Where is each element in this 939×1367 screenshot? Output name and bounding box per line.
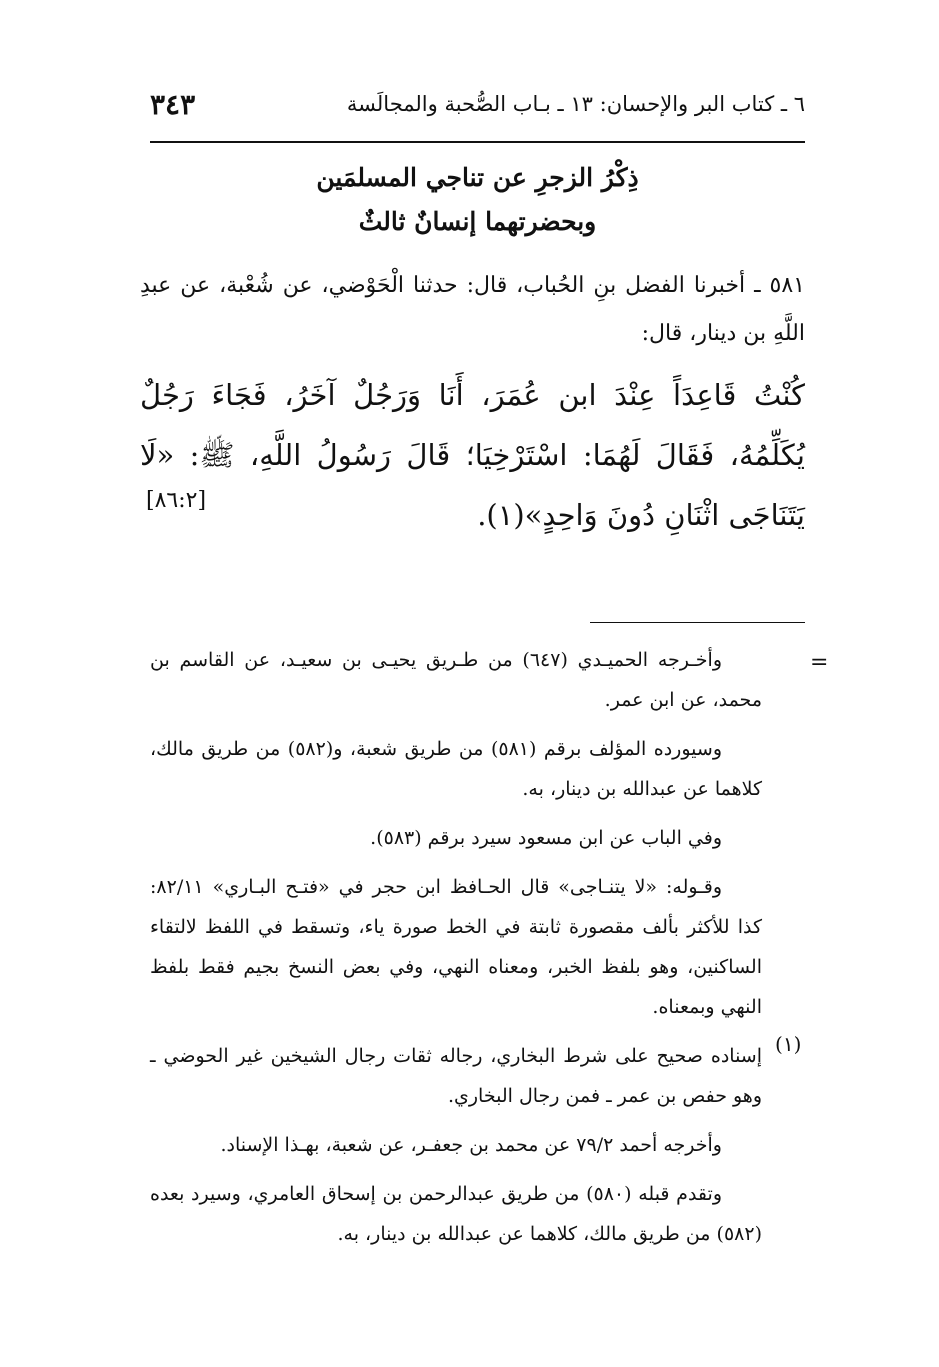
footnotes bbox=[150, 640, 762, 1263]
chapter-title-line2: وبحضرتهما إنسانٌ ثالثٌ bbox=[358, 207, 597, 236]
footnote-1-paragraph: إسناده صحيح على شرط البخاري، رجاله ثقات رجال الشيخين غير الحوضي ـ وهو حفص بن عمر ـ فمن رجال البخاري. bbox=[150, 1045, 762, 1107]
footnote-1-paragraph: وتقدم قبله (٥٨٠) من طريق عبدالرحمن بن إسحاق العامري، وسيرد بعده (٥٨٢) من طريق مالك، كلاهما عن عبدالله بن دينار، به. bbox=[150, 1183, 762, 1245]
page-number: ٣٤٣ bbox=[150, 88, 196, 121]
footnote-1-paragraph: وأخرجه أحمد ٧٩/٢ عن محمد بن جعفـر، عن شعبة، بهـذا الإسناد. bbox=[220, 1134, 722, 1156]
running-title: ٦ ـ كتاب البر والإحسان: ١٣ ـ بـاب الصُّحبة والمجالَسة bbox=[346, 92, 805, 116]
footnote-paragraph: وفي الباب عن ابن مسعود سيرد برقم (٥٨٣). bbox=[370, 827, 722, 849]
footnote-1-number: (١) bbox=[775, 1032, 802, 1056]
chapter-title-line1: ذِكْرُ الزجرِ عن تناجي المسلمَين bbox=[316, 163, 639, 192]
footnote-continuation-marker: = bbox=[810, 650, 829, 675]
footnote-rule bbox=[590, 622, 805, 623]
header-rule bbox=[150, 141, 805, 143]
page-header bbox=[150, 88, 805, 136]
hadith-citation: [٨٦:٢] bbox=[146, 488, 207, 513]
hadith-matn: كُنْتُ قَاعِدَاً عِنْدَ ابن عُمَرَ، أَنَا وَرَجُلٌ آخَرُ، فَجَاءَ رَجُلٌ يُكَلِّمُهُ، فَقَالَ لَهُمَا: اسْتَرْخِيَا؛ قَالَ رَسُولُ اللَّهِ، ﷺ: «لَا يَتَنَاجَى اثْنَانِ دُونَ وَاحِدٍ»(١). bbox=[140, 378, 805, 532]
footnote-paragraph: وقـوله: «لا يتنـاجى» قال الحـافظ ابن حجر في «فتـح البـاري» ٨٢/١١: كذا للأكثر بألف مقصورة ثابتة في الخط صورة ياء، وتسقط في اللفظ لالتقاء الساكنين، وهو بلفظ الخبر، ومعناه النهي، وفي بعض النسخ بجيم فقط بلفظ النهي وبمعناه. bbox=[150, 876, 762, 1018]
footnote-paragraph: وأخـرجه الحميـدي (٦٤٧) من طـريق يحيـى بن سعيـد، عن القاسم بن محمد، عن ابن عمر. bbox=[150, 649, 762, 711]
chapter-title bbox=[150, 156, 805, 244]
footnote-paragraph: وسيورده المؤلف برقم (٥٨١) من طريق شعبة، و(٥٨٢) من طريق مالك، كلاهما عن عبدالله بن دينار، به. bbox=[150, 738, 762, 800]
hadith-isnad: ٥٨١ ـ أخبرنا الفضل بنِ الحُباب، قال: حدثنا الْحَوْضي، عن شُعْبة، عن عبدِ اللَّهِ بن دينار، قال: bbox=[140, 273, 805, 346]
